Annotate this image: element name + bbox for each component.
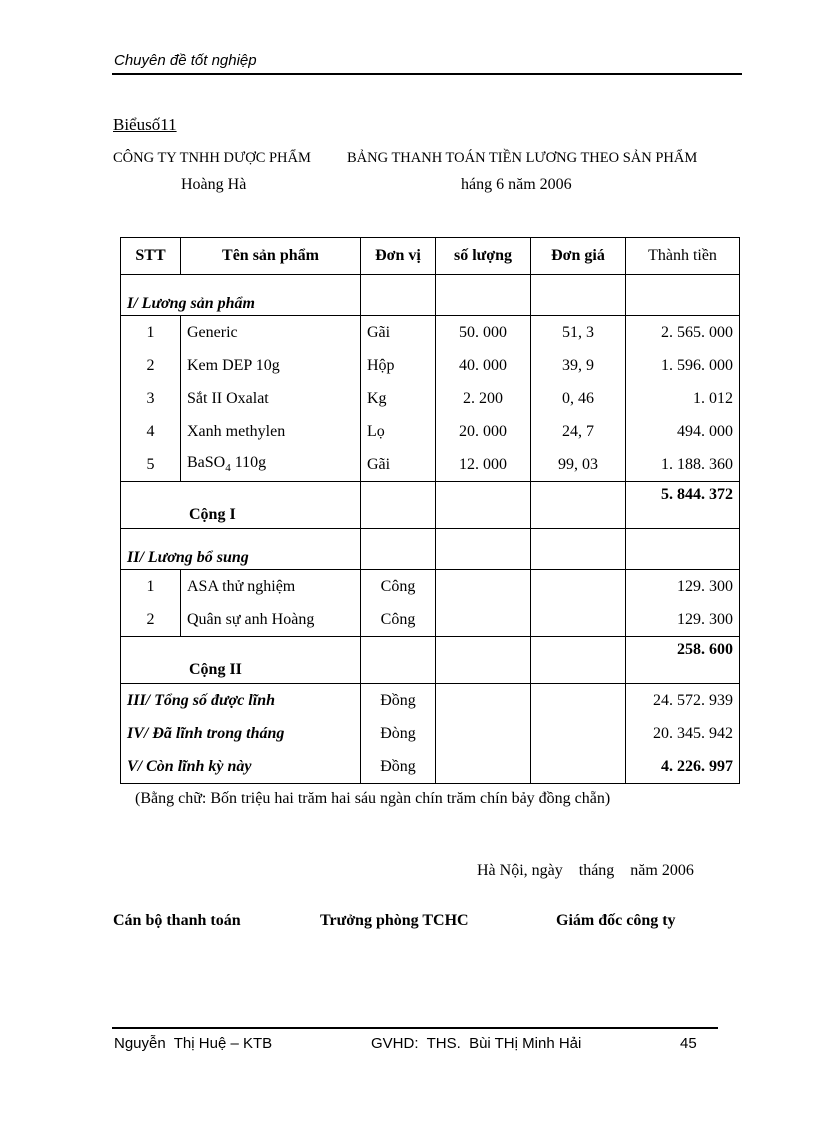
- cell-stt: 1: [121, 570, 181, 604]
- cell-total: 1. 012: [626, 382, 740, 415]
- cell-quantity: 20. 000: [436, 415, 531, 448]
- cell-quantity: 12. 000: [436, 448, 531, 482]
- cell-product: Xanh methylen: [181, 415, 361, 448]
- cell-price: 51, 3: [531, 316, 626, 350]
- cell-unit: Gãi: [361, 316, 436, 350]
- subtotal-value: 258. 600: [626, 637, 740, 684]
- cell-stt: 3: [121, 382, 181, 415]
- cell-quantity: 40. 000: [436, 349, 531, 382]
- footer-supervisor: GVHD: THS. Bùi THị Minh Hải: [371, 1035, 582, 1052]
- cell-unit: Lọ: [361, 415, 436, 448]
- cell-product: Generic: [181, 316, 361, 350]
- table-row: [121, 415, 740, 448]
- cell-quantity: 50. 000: [436, 316, 531, 350]
- place-date: Hà Nội, ngày tháng năm 2006: [477, 862, 694, 879]
- table-row: [121, 448, 740, 482]
- cell-total: 20. 345. 942: [626, 717, 740, 750]
- cell-quantity: 2. 200: [436, 382, 531, 415]
- summary-row: [121, 717, 740, 750]
- cell-product: BaSO$_4$ 110g: [181, 448, 361, 482]
- subtotal-row: [121, 482, 740, 529]
- col-header-unit: Đơn vị: [361, 238, 436, 275]
- cell-stt: 1: [121, 316, 181, 350]
- cell-total: 4. 226. 997: [626, 750, 740, 784]
- footer-divider: [112, 1027, 718, 1029]
- col-header-product: Tên sản phẩm: [181, 238, 361, 275]
- header-divider: [112, 73, 742, 75]
- signature-department-head: Trưởng phòng TCHC: [320, 912, 469, 929]
- document-title: BẢNG THANH TOÁN TIỀN LƯƠNG THEO SẢN PHẨM: [347, 150, 698, 166]
- section-row: [121, 529, 740, 570]
- cell-stt: 2: [121, 603, 181, 637]
- cell-unit: Gãi: [361, 448, 436, 482]
- cell-total: 129. 300: [626, 570, 740, 604]
- section-label: II/ Lương bổ sung: [121, 529, 361, 570]
- cell-price: 0, 46: [531, 382, 626, 415]
- cell-product: Quân sự anh Hoàng: [181, 603, 361, 637]
- footer-author: Nguyễn Thị Huệ – KTB: [114, 1035, 273, 1052]
- cell-total: 494. 000: [626, 415, 740, 448]
- cell-total: 129. 300: [626, 603, 740, 637]
- summary-label: III/ Tổng số được lĩnh: [121, 684, 361, 718]
- table-row: [121, 603, 740, 637]
- table-row: [121, 316, 740, 350]
- cell-unit: Hộp: [361, 349, 436, 382]
- section-label: I/ Lương sản phẩm: [121, 275, 361, 316]
- company-name-line2: Hoàng Hà: [181, 176, 247, 193]
- subtotal-value: 5. 844. 372: [626, 482, 740, 529]
- cell-unit: Công: [361, 603, 436, 637]
- cell-unit: Đồng: [361, 750, 436, 784]
- cell-product: Sắt II Oxalat: [181, 382, 361, 415]
- summary-label: V/ Còn lĩnh kỳ này: [121, 750, 361, 784]
- cell-unit: Đòng: [361, 717, 436, 750]
- cell-product: Kem DEP 10g: [181, 349, 361, 382]
- table-header-row: [121, 238, 740, 275]
- col-header-total: Thành tiền: [626, 238, 740, 275]
- signature-director: Giám đốc công ty: [556, 912, 676, 929]
- page-number: 45: [680, 1035, 697, 1052]
- col-header-price: Đơn giá: [531, 238, 626, 275]
- header-title: Chuyên đề tốt nghiệp: [114, 52, 257, 69]
- form-number: Biểusố11: [113, 115, 177, 134]
- summary-label: IV/ Đã lĩnh trong tháng: [121, 717, 361, 750]
- cell-price: 39, 9: [531, 349, 626, 382]
- table-row: [121, 570, 740, 604]
- cell-price: 24, 7: [531, 415, 626, 448]
- cell-total: 1. 596. 000: [626, 349, 740, 382]
- table-row: [121, 382, 740, 415]
- subtotal-label: Cộng I: [121, 482, 361, 529]
- signature-accountant: Cán bộ thanh toán: [113, 912, 241, 929]
- cell-unit: Kg: [361, 382, 436, 415]
- subtotal-row: [121, 637, 740, 684]
- cell-total: 2. 565. 000: [626, 316, 740, 350]
- document-period: háng 6 năm 2006: [461, 176, 572, 193]
- cell-total: 1. 188. 360: [626, 448, 740, 482]
- amount-in-words: (Bằng chữ: Bốn triệu hai trăm hai sáu ngàn chín trăm chín bảy đồng chẵn): [135, 790, 611, 807]
- payroll-table: [120, 237, 740, 784]
- company-name: CÔNG TY TNHH DƯỢC PHẨM: [113, 150, 311, 166]
- section-row: [121, 275, 740, 316]
- cell-stt: 5: [121, 448, 181, 482]
- cell-price: 99, 03: [531, 448, 626, 482]
- col-header-stt: STT: [121, 238, 181, 275]
- summary-row: [121, 684, 740, 718]
- subtotal-label: Cộng II: [121, 637, 361, 684]
- cell-unit: Đồng: [361, 684, 436, 718]
- cell-total: 24. 572. 939: [626, 684, 740, 718]
- cell-stt: 4: [121, 415, 181, 448]
- cell-stt: 2: [121, 349, 181, 382]
- cell-product: ASA thử nghiệm: [181, 570, 361, 604]
- table-row: [121, 349, 740, 382]
- col-header-quantity: số lượng: [436, 238, 531, 275]
- summary-row: [121, 750, 740, 784]
- cell-unit: Công: [361, 570, 436, 604]
